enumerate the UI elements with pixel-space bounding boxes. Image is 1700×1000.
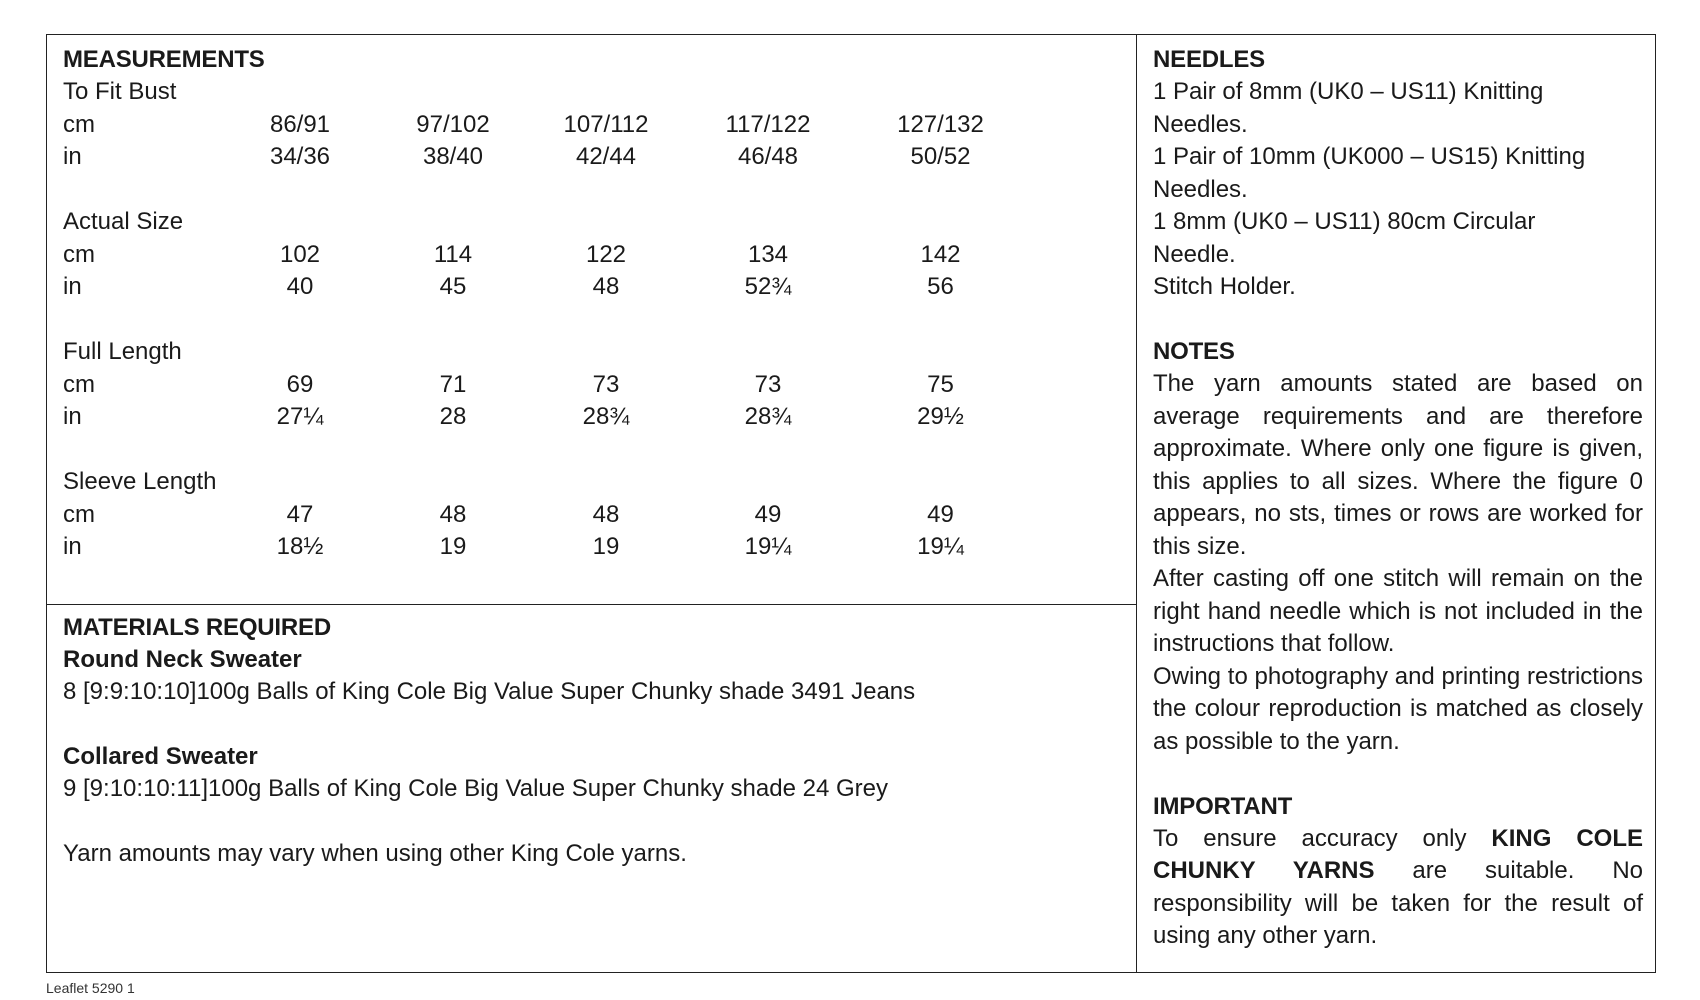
measurement-row	[63, 239, 1120, 272]
measurement-value: 38/40	[422, 143, 484, 170]
measurement-row	[63, 271, 1120, 304]
needles-line: Needles.	[1153, 110, 1248, 138]
measurement-value: 117/122	[725, 110, 811, 138]
measurement-value: 27¼	[276, 403, 324, 430]
measurement-unit: cm	[63, 370, 95, 398]
notes-heading: NOTES	[1153, 338, 1235, 365]
measurement-group-title: To Fit Bust	[63, 78, 177, 105]
measurement-unit: cm	[63, 240, 95, 268]
collared-title: Collared Sweater	[63, 743, 258, 770]
pattern-info-frame	[46, 34, 1656, 973]
measurement-value: 45	[439, 273, 467, 300]
measurement-unit: in	[63, 143, 82, 170]
needles-line: 1 Pair of 10mm (UK000 – US15) Knitting	[1153, 143, 1586, 170]
measurement-value: 28	[439, 403, 467, 430]
measurement-value: 28¾	[744, 403, 792, 430]
important-text-before: To ensure accuracy only	[1153, 824, 1492, 852]
measurement-unit: in	[63, 273, 82, 300]
round-neck-text: 8 [9:9:10:10]100g Balls of King Cole Big Value Super Chunky shade 3491 Jeans	[63, 678, 916, 705]
important-text-after: are suitable. No responsibility will be taken for the result of using any other yarn.	[1153, 857, 1643, 949]
measurement-value: 102	[279, 240, 321, 268]
measurement-row	[63, 109, 1120, 142]
measurement-group-title: Actual Size	[63, 208, 184, 235]
measurement-row	[63, 369, 1120, 402]
measurement-value: 40	[286, 273, 314, 300]
needles-line: Needle.	[1153, 240, 1236, 268]
measurement-value: 49	[754, 500, 782, 528]
needles-line: Needles.	[1153, 175, 1248, 203]
leaflet-footer: Leaflet 5290 1	[46, 980, 135, 996]
measurement-value: 18½	[276, 533, 324, 560]
measurement-value: 29½	[917, 403, 964, 430]
measurement-row	[63, 531, 1120, 564]
measurement-value: 48	[439, 500, 467, 528]
measurement-row	[63, 499, 1120, 532]
measurement-value: 86/91	[269, 110, 331, 138]
needles-line: 1 8mm (UK0 – US11) 80cm Circular	[1153, 208, 1536, 235]
measurement-value: 28¾	[582, 403, 630, 430]
important-paragraph	[1153, 823, 1643, 953]
measurements-table	[63, 76, 1120, 564]
materials-heading: MATERIALS REQUIRED	[63, 614, 331, 641]
measurement-value: 56	[927, 273, 954, 300]
measurement-value: 122	[585, 240, 627, 268]
measurement-value: 71	[439, 370, 467, 398]
measurements-section	[47, 35, 1136, 605]
measurement-value: 52¾	[744, 273, 792, 300]
measurements-heading: MEASUREMENTS	[63, 46, 265, 73]
measurement-value: 46/48	[737, 143, 799, 170]
measurement-value: 19	[592, 533, 620, 560]
measurement-row	[63, 401, 1120, 434]
measurement-value: 134	[747, 240, 789, 268]
measurement-value: 48	[592, 273, 620, 300]
measurement-value: 73	[592, 370, 620, 398]
measurement-value: 50/52	[910, 143, 971, 170]
measurement-row	[63, 141, 1120, 174]
measurement-unit: in	[63, 533, 82, 560]
measurement-value: 107/112	[563, 110, 649, 138]
measurement-value: 42/44	[575, 143, 637, 170]
measurement-value: 142	[920, 240, 961, 268]
measurement-value: 127/132	[897, 110, 984, 138]
measurement-value: 75	[927, 370, 954, 398]
measurement-value: 19¼	[744, 533, 792, 560]
important-bold-text: KING COLE CHUNKY YARNS	[1153, 824, 1643, 884]
yarn-note: Yarn amounts may vary when using other King Cole yarns.	[63, 840, 687, 867]
right-column	[1137, 35, 1655, 972]
measurement-value: 73	[754, 370, 782, 398]
measurement-value: 19	[439, 533, 467, 560]
notes-paragraph: Owing to photography and printing restrictions the colour reproduction is matched as closely as possible to the yarn.	[1153, 662, 1643, 755]
measurement-value: 49	[927, 500, 954, 528]
left-column	[47, 35, 1137, 972]
measurement-value: 48	[592, 500, 620, 528]
measurement-unit: cm	[63, 110, 95, 138]
important-heading: IMPORTANT	[1153, 792, 1293, 820]
measurement-value: 97/102	[416, 110, 490, 138]
needles-line: 1 Pair of 8mm (UK0 – US11) Knitting	[1153, 78, 1544, 105]
materials-section	[47, 605, 1136, 871]
measurement-unit: in	[63, 403, 82, 430]
measurement-value: 114	[433, 240, 473, 268]
measurement-value: 19¼	[917, 533, 964, 560]
measurement-unit: cm	[63, 500, 95, 528]
measurement-group-title: Sleeve Length	[63, 468, 217, 495]
notes-paragraph: The yarn amounts stated are based on average requirements and are therefore approximate. Where only one figure is given, this applies to all sizes. Where the figure 0 appears, no sts, times or rows are worked for this size.	[1153, 370, 1643, 560]
collared-text: 9 [9:10:10:11]100g Balls of King Cole Big Value Super Chunky shade 24 Grey	[63, 775, 888, 802]
needles-line: Stitch Holder.	[1153, 273, 1296, 300]
round-neck-title: Round Neck Sweater	[63, 646, 302, 673]
needles-heading: NEEDLES	[1153, 46, 1265, 73]
measurement-value: 47	[286, 500, 314, 528]
measurement-value: 69	[286, 370, 314, 398]
measurement-group-title: Full Length	[63, 338, 182, 365]
notes-paragraph: After casting off one stitch will remain on the right hand needle which is not included in the instructions that follow.	[1153, 565, 1643, 657]
measurement-value: 34/36	[269, 143, 331, 170]
